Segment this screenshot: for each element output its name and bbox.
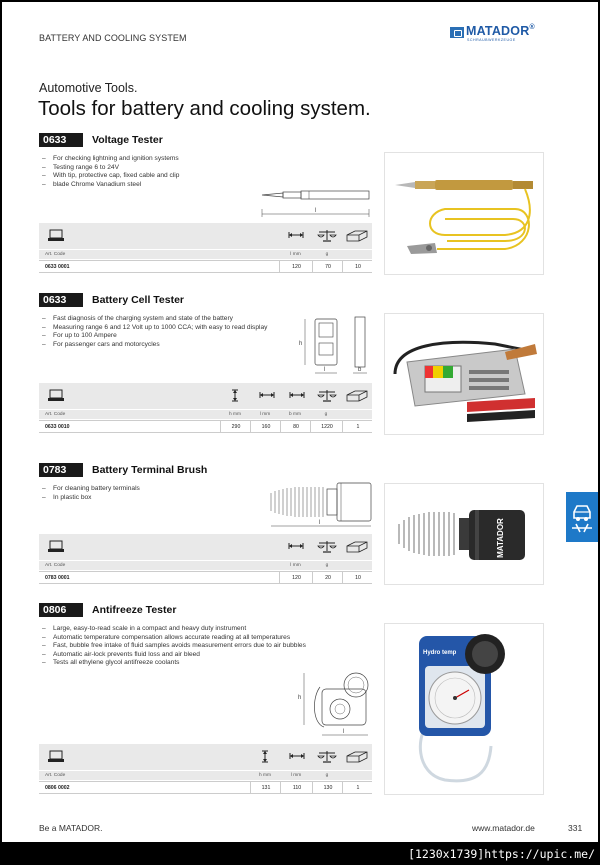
- product-photo-antifreeze-tester: [384, 623, 544, 795]
- length-arrow-icon: [289, 750, 305, 763]
- table-row: [39, 781, 372, 794]
- car-service-tab-icon: [566, 492, 598, 542]
- column-header: g: [325, 773, 329, 778]
- terminal-brush-photo: [385, 484, 543, 584]
- logo-subtitle: SCHRAUBWERKZEUGE: [467, 38, 516, 42]
- length-arrow-icon: [259, 389, 275, 402]
- feature-item: – Automatic air-lock prevents fluid loss and air bleed: [42, 651, 306, 660]
- table-icon-row: [39, 383, 372, 409]
- value-cell: 1: [342, 782, 373, 793]
- brand-logo: [450, 24, 550, 44]
- feature-item: – Automatic temperature compensation allows accurate reading at all temperatures: [42, 634, 306, 643]
- battery-tester-drawing: [295, 313, 380, 381]
- value-cell: 160: [250, 421, 281, 432]
- tester-brand-label: Hydro temp: [423, 650, 457, 656]
- value-cell: 20: [312, 572, 343, 583]
- value-cell: 1220: [310, 421, 343, 432]
- dim-label: l: [324, 367, 326, 373]
- logo-name: MATADOR: [466, 24, 530, 38]
- category-header: BATTERY AND COOLING SYSTEM: [39, 33, 187, 43]
- value-cell: 10: [342, 261, 373, 272]
- terminal-brush-drawing: [265, 479, 377, 529]
- product-name: Battery Terminal Brush: [92, 464, 208, 476]
- art-code-header: Art. Code: [45, 252, 66, 257]
- feature-item: – Tests all ethylene glycol antifreeze coolants: [42, 659, 306, 668]
- art-code: 0633 0001: [45, 263, 70, 270]
- feature-item: – For checking lightning and ignition systems: [42, 155, 179, 164]
- product-table: [39, 223, 372, 275]
- product-code: 0783: [39, 463, 83, 477]
- value-cell: 10: [342, 572, 373, 583]
- pack-box-icon: [346, 750, 368, 763]
- product-section-battery-terminal-brush: [39, 463, 373, 584]
- column-header: g: [324, 412, 328, 417]
- product-photo-battery-cell-tester: [384, 313, 544, 435]
- scale-icon: [317, 229, 337, 242]
- antifreeze-tester-drawing: [298, 667, 378, 743]
- page-subtitle: Automotive Tools.: [39, 81, 138, 95]
- table-header-row: [39, 771, 372, 780]
- pack-box-icon: [346, 389, 368, 402]
- product-name: Battery Cell Tester: [92, 294, 185, 306]
- image-watermark: [1230x1739]https://upic.me/: [405, 846, 598, 863]
- feature-item: – For passenger cars and motorcycles: [42, 341, 267, 350]
- column-header: [342, 250, 372, 259]
- column-header: b mm: [289, 412, 301, 417]
- column-header: [342, 561, 372, 570]
- table-icon-row: [39, 534, 372, 560]
- scale-icon: [317, 540, 337, 553]
- catalog-page: [2, 2, 598, 842]
- feature-item: – blade Chrome Vanadium steel: [42, 181, 179, 190]
- table-row: [39, 571, 372, 584]
- dim-label: l: [315, 208, 317, 214]
- logo-reg: ®: [529, 24, 535, 31]
- feature-item: – Fast, bubble free intake of fluid samples avoids measurement errors due to air bubbles: [42, 642, 306, 651]
- product-code: 0806: [39, 603, 83, 617]
- scale-icon: [317, 389, 337, 402]
- product-photo-voltage-tester: [384, 152, 544, 275]
- dim-label: h: [298, 695, 302, 701]
- art-code-header: Art. Code: [45, 773, 66, 778]
- dim-label: b: [358, 367, 362, 373]
- value-cell: 131: [250, 782, 281, 793]
- table-row: [39, 420, 372, 433]
- column-header: [342, 410, 372, 419]
- feature-list: [42, 625, 306, 668]
- column-header: l mm: [290, 563, 301, 568]
- dim-label: l: [319, 520, 321, 526]
- table-book-icon: [48, 229, 64, 242]
- feature-list: [42, 315, 267, 349]
- table-row: [39, 260, 372, 273]
- dim-label: l: [343, 729, 345, 735]
- feature-list: [42, 485, 140, 502]
- table-book-icon: [48, 540, 64, 553]
- feature-item: – Measuring range 6 and 12 Volt up to 1000 CCA; with easy to read display: [42, 324, 267, 333]
- dim-label: h: [299, 341, 303, 347]
- product-name: Voltage Tester: [92, 134, 163, 146]
- table-header-row: [39, 410, 372, 419]
- pack-box-icon: [346, 229, 368, 242]
- page-title: Tools for battery and cooling system.: [38, 97, 371, 120]
- column-header: l mm: [259, 412, 271, 417]
- art-code: 0783 0001: [45, 574, 70, 581]
- table-icon-row: [39, 744, 372, 770]
- value-cell: 1: [342, 421, 373, 432]
- product-section-battery-cell-tester: [39, 293, 373, 434]
- art-code: 0806 0002: [45, 784, 70, 791]
- category-side-tab[interactable]: [566, 492, 598, 542]
- value-cell: 290: [220, 421, 251, 432]
- value-cell: 70: [312, 261, 343, 272]
- table-icon-row: [39, 223, 372, 249]
- length-arrow-icon: [288, 540, 304, 553]
- table-header-row: [39, 561, 372, 570]
- column-header: h mm: [229, 412, 241, 417]
- product-name: Antifreeze Tester: [92, 604, 177, 616]
- product-code: 0633: [39, 293, 83, 307]
- product-table: [39, 383, 372, 434]
- value-cell: 120: [279, 572, 313, 583]
- column-header: h mm: [259, 773, 271, 778]
- feature-item: – For cleaning battery terminals: [42, 485, 140, 494]
- feature-item: – Testing range 6 to 24V: [42, 164, 179, 173]
- value-cell: 80: [280, 421, 311, 432]
- art-code-header: Art. Code: [45, 563, 66, 568]
- length-arrow-icon: [288, 229, 304, 242]
- value-cell: 110: [280, 782, 313, 793]
- column-header: g: [325, 563, 329, 568]
- product-photo-battery-terminal-brush: [384, 483, 544, 585]
- column-header: l mm: [290, 252, 301, 257]
- product-table: [39, 744, 372, 794]
- column-header: l mm: [290, 773, 302, 778]
- art-code: 0633 0010: [45, 423, 70, 430]
- table-book-icon: [48, 750, 64, 763]
- product-table: [39, 534, 372, 584]
- feature-item: – Fast diagnosis of the charging system and state of the battery: [42, 315, 267, 324]
- voltage-tester-drawing: [259, 181, 379, 221]
- battery-cell-tester-photo: [385, 314, 543, 434]
- length-arrow-icon: [289, 389, 305, 402]
- value-cell: 120: [279, 261, 313, 272]
- logo-icon: [450, 27, 464, 38]
- pack-box-icon: [346, 540, 368, 553]
- scale-icon: [317, 750, 337, 763]
- column-header: [342, 771, 372, 780]
- value-cell: 130: [312, 782, 343, 793]
- product-code: 0633: [39, 133, 83, 147]
- product-section-voltage-tester: [39, 133, 373, 275]
- table-header-row: [39, 250, 372, 259]
- footer-slogan: Be a MATADOR.: [39, 823, 103, 833]
- feature-list: [42, 155, 179, 189]
- feature-item: – In plastic box: [42, 494, 140, 503]
- voltage-tester-photo: [385, 153, 543, 274]
- page-number: 331: [568, 823, 583, 833]
- antifreeze-tester-photo: [385, 624, 543, 794]
- feature-item: – With tip, protective cap, fixed cable and clip: [42, 172, 179, 181]
- height-arrow-icon: [227, 389, 243, 402]
- table-book-icon: [48, 389, 64, 402]
- brush-brand-label: MATADOR: [496, 518, 505, 558]
- column-header: g: [325, 252, 329, 257]
- feature-item: – For up to 100 Ampere: [42, 332, 267, 341]
- art-code-header: Art. Code: [45, 412, 66, 417]
- product-section-antifreeze-tester: [39, 603, 373, 794]
- height-arrow-icon: [257, 750, 273, 763]
- footer-url[interactable]: www.matador.de: [472, 823, 535, 833]
- feature-item: – Large, easy-to-read scale in a compact and heavy duty instrument: [42, 625, 306, 634]
